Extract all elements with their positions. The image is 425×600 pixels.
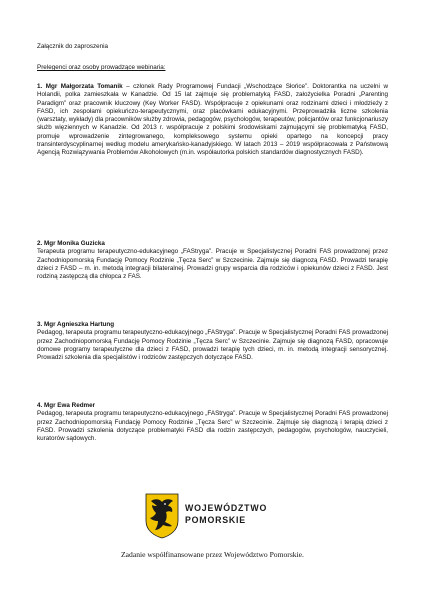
speaker-1-section bbox=[37, 83, 388, 158]
speaker-2-section bbox=[37, 240, 388, 281]
logo-line-1: WOJEWÓDZTWO bbox=[185, 503, 268, 513]
logo-text bbox=[185, 503, 267, 526]
speaker-2-name: 2. Mgr Monika Guzicka bbox=[37, 240, 105, 247]
speaker-1-bio: – członek Rady Programowej Fundacji „Wschodzące Słońce”. Doktorantka na uczelni w Holandii, polka zamieszkała w Kanadzie. Od 15 lat zajmuje się problematyką FASD, założycielka Poradni „Parenting Paradigm” oraz pracownik kluczowy (Key Worker FASD). Współpracuje z opiekunami oraz rodzinami dzieci i młodzieży z FASD, ich zespołami opiekuńczo-terapeutycznymi, oraz placówkami edukacyjnymi. Przeprowadziła liczne szkolenia (warsztaty, wykłady) dla pracowników służby zdrowia, pedagogów, psychologów, terapeutów, policjantów oraz funkcjonariuszy służb więziennych w Kanadzie. Od 2013 r. współpracuje z polskimi środowiskami zajmującymi się problematyką FASD, promuje wprowadzenie zintegrowanego, kompleksowego systemu opieki opartego na koncepcji pracy transinterdyscyplinarnej według modelu amerykańsko-kanadyjskiego. W latach 2013 – 2019 współpracowała z Państwową Agencją Rozwiązywania Problemów Alkoholowych (m.in. współautorka polskich standardów diagnostycznych FASD). bbox=[37, 83, 389, 157]
speaker-4-section bbox=[37, 402, 388, 443]
speaker-1-name: 1. Mgr Małgorzata Tomanik bbox=[37, 83, 123, 90]
speaker-4-name: 4. Mgr Ewa Redmer bbox=[37, 402, 96, 409]
speaker-3-section bbox=[37, 321, 388, 362]
speakers-title: Prelegenci oraz osoby prowadzące webinaria: bbox=[37, 64, 166, 71]
speaker-2-bio: Terapeuta programu terapeutyczno-edukacyjnego „FAStryga”. Pracuje w Specjalistycznej Poradni FAS prowadzonej przez Zachodniopomorską Fundację Pomocy Rodzinie „Tęcza Serc” w Szczecinie. Zajmuje się diagnozą FASD. Prowadzi terapię dzieci z FASD – m. in. metodą integracji bilateralnej. Prowadzi grupy wsparcia dla rodziców i opiekunów dzieci z FASD. Jest rodziną zastępczą dla chłopca z FAS. bbox=[37, 248, 388, 281]
attachment-label: Załącznik do zaproszenia bbox=[37, 43, 109, 50]
funding-note: Zadanie współfinansowane przez Województwo Pomorskie. bbox=[121, 550, 304, 559]
logo-line-2: POMORSKIE bbox=[185, 514, 246, 525]
pomorskie-crest-icon bbox=[145, 493, 179, 539]
speaker-4-bio: Pedagog, terapeuta programu terapeutyczno-edukacyjnego „FAStryga”. Pracuje w Specjalistycznej Poradni FAS prowadzonej przez Zachodniopomorską Fundację Pomocy Rodzinie „Tęcza Serc” w Szczecinie. Zajmuje się diagnozą i terapią dzieci z FASD. Prowadzi szkolenia dotyczące problematyki FASD dla rodzin zastępczych, pedagogów, psychologów, nauczycieli, kuratorów sądowych. bbox=[37, 410, 388, 443]
speaker-3-name: 3. Mgr Agnieszka Hartung bbox=[37, 321, 115, 328]
voivodeship-logo bbox=[145, 493, 295, 545]
speaker-3-bio: Pedagog, terapeuta programu terapeutyczno-edukacyjnego „FAStryga”. Pracuje w Specjalistycznej Poradni FAS prowadzonej przez Zachodniopomorską Fundację Pomocy Rodzinie „Tęcza Serc” w Szczecinie. Zajmuje się diagnozą FASD, opracowuje domowe programy terapeutyczne dla dzieci z FASD, prowadzi terapię tych dzieci, m. in. metodą integracji sensorycznej. Prowadzi szkolenia dla specjalistów i rodziców zastępczych dotyczące FASD. bbox=[37, 329, 388, 362]
